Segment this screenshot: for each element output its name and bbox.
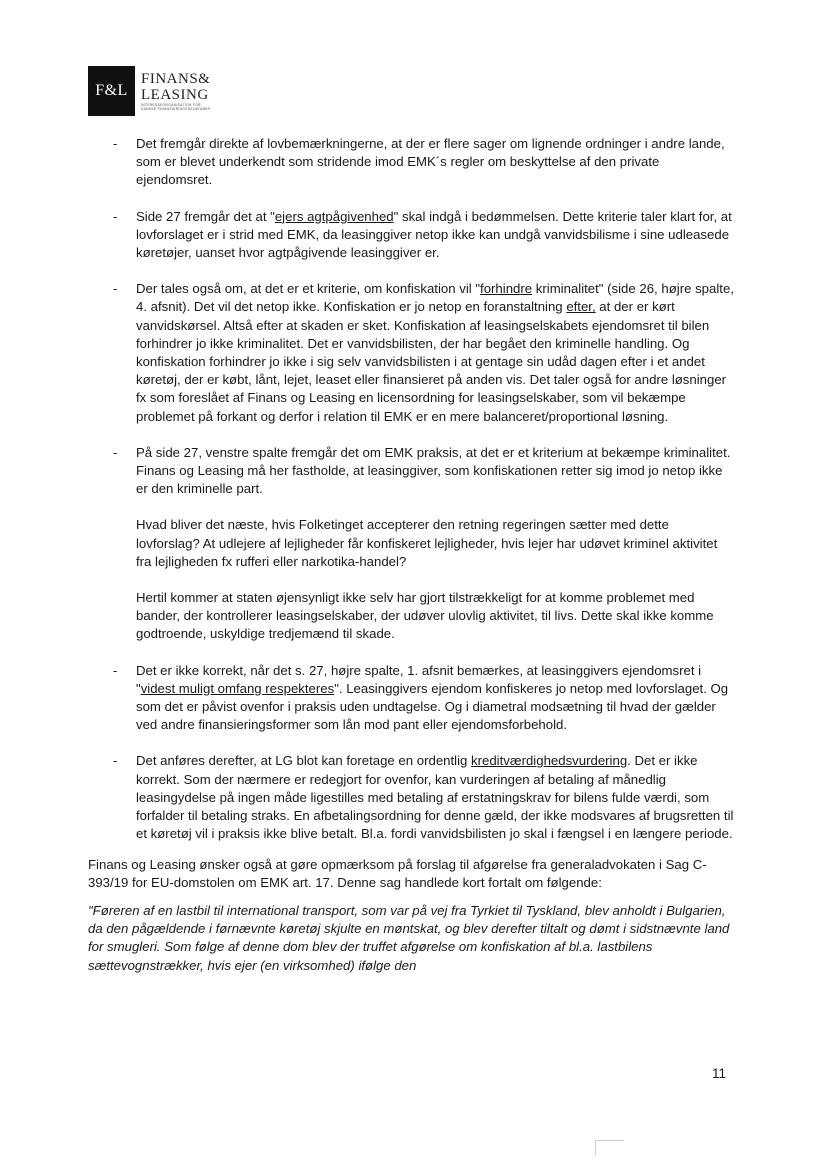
bullet-dash: -	[113, 136, 118, 151]
page-number: 11	[712, 1066, 727, 1081]
sub-paragraph: Hertil kommer at staten øjensynligt ikke selv har gjort tilstrækkeligt for at komme problemet med bander, der kontrollerer leasingselskaber, der udøver ulovlig aktivitet, til livs. Dette skal ikke komme godtroende, uskyldige tredjemænd til skade.	[136, 590, 714, 642]
underlined-text: efter,	[566, 299, 596, 315]
text-run: kriminalitet" (side 26, højre spalte, 4. afsnit). Det vil det netop ikke. Konfiskation er jo netop en foranstaltning	[136, 281, 734, 315]
logo-line-2: LEASING	[141, 87, 209, 103]
sub-paragraph: Hvad bliver det næste, hvis Folketinget accepterer den retning regeringen sætter med dette lovforslag? At udlejere af lejligheder får konfiskeret lejligheder, hvis lejer har udøvet kriminel aktivitet fra lejligheden fx rufferi eller narkotika-handel?	[136, 517, 718, 569]
bullet-dash: -	[113, 753, 118, 769]
logo-line-1: FINANS&	[141, 71, 211, 87]
text-run: . Det er ikke korrekt. Som der nærmere er redegjort for ovenfor, kan vurderingen af betaling af månedlig leasingydelse på ingen måde ligestilles med betaling af erstatningskrav for bilens fulde værdi, som forfalder til betaling straks. En afbetalingsordning for denne gæld, der ikke modsvares af brugsretten til et køretøj vil i praksis ikke blive betalt. Bl.a. fordi vanvidsbilisten jo skal i fængsel i en længere periode.	[136, 753, 734, 842]
underlined-text: videst muligt omfang respekteres	[140, 680, 335, 696]
underlined-text: forhindre	[480, 281, 533, 297]
quote-paragraph: "Føreren af en lastbil til international transport, som var på vej fra Tyrkiet til Tyskland, blev anholdt i Bulgarien, da den pågældende i førnævnte køretøj skjulte en møntskat, og blev derefter tiltalt og dømt i sidstnævnte land for smugleri. Som følge af denne dom blev der truffet afgørelse om konfiskation af bl.a. lastbilens sættevognstrækker, hvis ejer (en virksomhed) ifølge den	[88, 902, 730, 973]
logo-wordmark	[135, 66, 210, 116]
bullet-dash: -	[113, 444, 118, 460]
bullet-item	[88, 208, 734, 263]
logo-tagline-2: DANSKE FINANSIERINGSSELSKABER	[141, 107, 211, 111]
text-run: Der tales også om, at det er et kriterie, om konfiskation vil "	[136, 281, 481, 297]
logo-tagline-1: INTERESSEORGANISATION FOR	[141, 103, 201, 107]
bullet-item	[88, 662, 734, 735]
bullet-dash: -	[113, 281, 118, 297]
document-body	[88, 135, 734, 993]
text-run: Side 27 fremgår det at "	[136, 208, 275, 224]
logo-monogram: F&L	[88, 66, 135, 116]
text-run: ". Leasinggivers ejendom konfiskeres jo netop med lovforslaget. Og som det er påvist ovenfor i praksis uden undtagelse. Og i diametral modsætning til hvad der gælder ved andre finansieringsformer som lån mod pant eller ejendomsforbehold.	[136, 680, 729, 733]
text-run: Det fremgår direkte af lovbemærkningerne, at der er flere sager om lignende ordninger i andre lande, som er blevet underkendt som stridende imod EMK´s regler om beskyttelse af den private ejendomsret.	[136, 136, 725, 188]
bullet-item	[88, 444, 734, 499]
underlined-text: ejers agtpågivenhed	[274, 208, 394, 224]
text-run: Det er ikke korrekt, når det s. 27, højre spalte, 1. afsnit bemærkes, at leasinggivers ejendomsret i "	[136, 662, 702, 696]
bullet-dash: -	[113, 208, 118, 224]
text-run: Det anføres derefter, at LG blot kan foretage en ordentlig	[136, 753, 472, 769]
bullet-list-2	[88, 662, 734, 844]
bullet-list-1	[88, 135, 734, 498]
underlined-text: kreditværdighedsvurdering	[471, 753, 628, 769]
closing-paragraph: Finans og Leasing ønsker også at gøre opmærksom på forslag til afgørelse fra generaladvokaten i Sag C-393/19 for EU-domstolen om EMK art. 17. Denne sag handlede kort fortalt om følgende:	[88, 856, 707, 890]
company-logo	[88, 66, 210, 116]
bullet-item	[88, 280, 734, 426]
text-run: På side 27, venstre spalte fremgår det om EMK praksis, at det er et kriterium at bekæmpe kriminalitet. Finans og Leasing må her fastholde, at leasinggiver, som konfiskationen retter sig imod jo netop ikke er den kriminelle part.	[136, 444, 731, 497]
bullet-dash: -	[113, 662, 118, 678]
bullet-item	[88, 752, 734, 843]
scan-corner-mark	[595, 1140, 624, 1155]
text-run: " skal indgå i bedømmelsen. Dette kriterie taler klart for, at lovforslaget er i strid med EMK, da leasinggiver netop ikke kan undgå vanvidsbilisme i sine udleasede køretøjer, uanset hvor agtpågivende leasinggiver er.	[136, 208, 732, 261]
text-run: at der er kørt vanvidskørsel. Altså efter at skaden er sket. Konfiskation af leasingselskabets ejendomsret til bilen forhindrer jo ikke kriminalitet. Det er vanvidsbilisten, der har begået den kriminelle handling. Og konfiskation forhindrer jo ikke i sig selv vanvidsbilisten i at gentage sin udåd dagen efter i et andet køretøj, der er købt, lånt, lejet, leaset eller finansieret på anden vis. Det taler også for andre løsninger fx som foreslået af Finans og Leasing en licensordning for leasingselskaber, som vil bekæmpe problemet på forkant og derfor i relation til EMK er en mere balanceret/proportional løsning.	[136, 299, 727, 424]
bullet-item	[88, 135, 734, 190]
